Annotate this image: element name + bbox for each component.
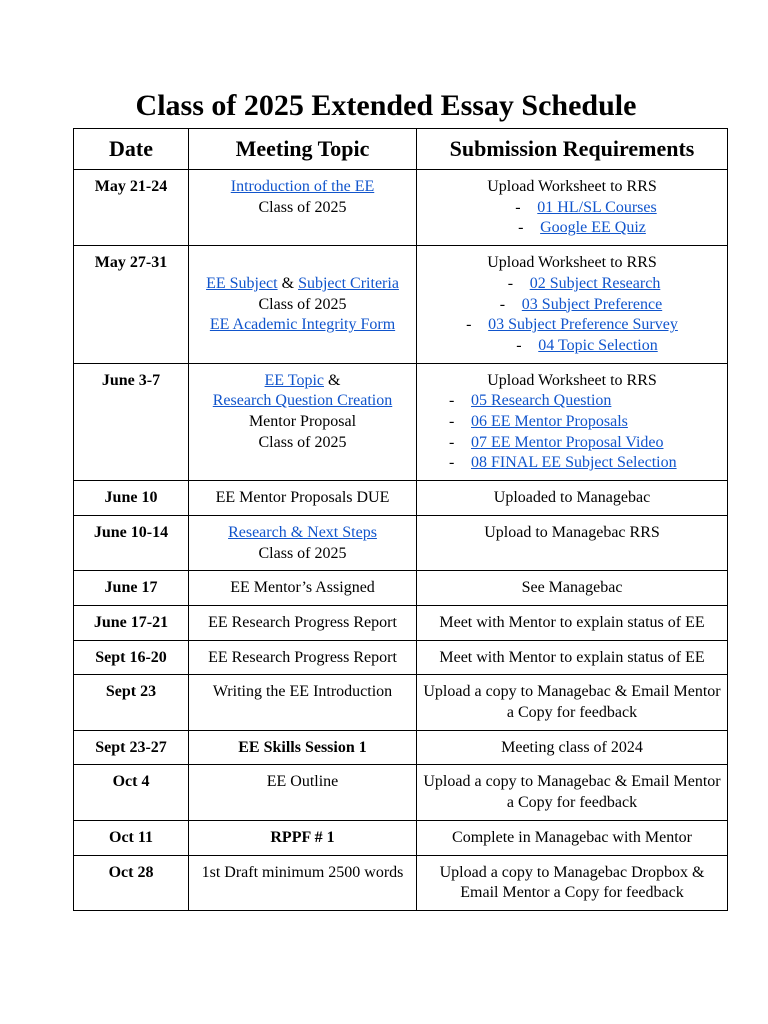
requirements-cell xyxy=(417,675,728,730)
topic-text: Class of 2025 xyxy=(258,295,347,313)
requirement-list-item xyxy=(421,198,723,219)
table-row xyxy=(74,855,728,910)
topic-link[interactable]: Introduction of the EE xyxy=(230,178,375,195)
requirements-cell xyxy=(417,605,728,640)
bullet-dash: - xyxy=(516,336,522,354)
requirements-cell xyxy=(417,730,728,765)
header-submission-requirements: Submission Requirements xyxy=(417,129,728,170)
bullet-dash: - xyxy=(507,274,514,292)
topic-line xyxy=(193,488,412,509)
date-cell: May 27-31 xyxy=(74,246,189,364)
topic-line xyxy=(193,253,412,274)
requirement-list-item xyxy=(421,336,723,357)
requirement-list-item xyxy=(421,433,723,454)
topic-cell xyxy=(189,765,417,820)
requirement-text: Meeting class of 2024 xyxy=(501,738,643,756)
date-cell: June 17-21 xyxy=(74,605,189,640)
date-cell: Sept 23-27 xyxy=(74,730,189,765)
date-cell: Sept 23 xyxy=(74,675,189,730)
table-row xyxy=(74,820,728,855)
requirement-text: Upload Worksheet to RRS xyxy=(487,371,657,389)
header-meeting-topic: Meeting Topic xyxy=(189,129,417,170)
date-cell: June 10 xyxy=(74,481,189,516)
topic-cell xyxy=(189,640,417,675)
requirement-text: Upload to Managebac RRS xyxy=(484,523,660,541)
requirements-cell xyxy=(417,515,728,570)
topic-text: & xyxy=(277,274,299,292)
topic-cell xyxy=(189,820,417,855)
topic-text: EE Research Progress Report xyxy=(208,648,397,666)
bullet-dash: - xyxy=(449,454,455,472)
topic-text: EE Research Progress Report xyxy=(208,613,397,631)
requirement-text: Complete in Managebac with Mentor xyxy=(452,828,692,846)
topic-text: 1st Draft minimum 2500 words xyxy=(201,863,404,881)
topic-text: EE Mentor’s Assigned xyxy=(230,579,375,597)
requirement-text: Upload a copy to Managebac & Email Mentor a Copy for feedback xyxy=(423,773,721,812)
requirement-link[interactable]: 06 EE Mentor Proposals xyxy=(471,413,628,431)
date-cell: May 21-24 xyxy=(74,170,189,246)
requirement-list-item xyxy=(421,295,723,316)
topic-line xyxy=(193,648,412,669)
requirement-list-item xyxy=(421,218,723,239)
requirement-link[interactable]: 03 Subject Preference Survey xyxy=(488,316,678,334)
topic-text: EE Outline xyxy=(266,773,339,791)
table-row xyxy=(74,765,728,820)
bullet-dash: - xyxy=(449,413,455,431)
topic-cell xyxy=(189,605,417,640)
topic-link[interactable]: Subject Criteria xyxy=(298,274,399,292)
topic-line xyxy=(193,682,412,703)
schedule-body xyxy=(74,170,728,911)
requirement-text: Upload Worksheet to RRS xyxy=(487,178,657,195)
requirement-list-item xyxy=(421,453,723,474)
requirement-text: Upload Worksheet to RRS xyxy=(487,254,657,272)
requirement-link[interactable]: 02 Subject Research xyxy=(529,274,661,292)
topic-line xyxy=(193,828,412,849)
topic-line xyxy=(193,391,412,412)
topic-line xyxy=(193,772,412,793)
requirement-text: Meet with Mentor to explain status of EE xyxy=(439,613,705,631)
bullet-dash: - xyxy=(466,316,472,334)
requirement-link[interactable]: 03 Subject Preference xyxy=(521,295,663,313)
bullet-dash: - xyxy=(518,219,524,237)
schedule-table xyxy=(73,128,728,911)
table-row xyxy=(74,170,728,246)
topic-line xyxy=(193,198,412,219)
requirement-link[interactable]: 01 HL/SL Courses xyxy=(537,198,657,216)
topic-text: Class of 2025 xyxy=(258,433,347,451)
bullet-dash: - xyxy=(449,433,455,451)
topic-text: Class of 2025 xyxy=(258,544,347,562)
date-cell: Oct 4 xyxy=(74,765,189,820)
table-row xyxy=(74,481,728,516)
topic-link[interactable]: EE Academic Integrity Form xyxy=(209,316,396,334)
topic-cell xyxy=(189,855,417,910)
topic-line xyxy=(193,433,412,454)
requirement-link[interactable]: 05 Research Question xyxy=(471,392,612,410)
header-date: Date xyxy=(74,129,189,170)
topic-line xyxy=(193,315,412,336)
requirements-cell xyxy=(417,820,728,855)
requirement-link[interactable]: 08 FINAL EE Subject Selection xyxy=(471,454,677,472)
topic-cell xyxy=(189,675,417,730)
topic-link[interactable]: Research Question Creation xyxy=(212,392,393,410)
requirement-link[interactable]: 07 EE Mentor Proposal Video xyxy=(471,433,664,451)
topic-cell xyxy=(189,363,417,481)
requirement-text: Upload a copy to Managebac & Email Mentor a Copy for feedback xyxy=(423,683,721,722)
requirements-cell xyxy=(417,481,728,516)
topic-text: & xyxy=(324,371,341,389)
table-row xyxy=(74,515,728,570)
table-row xyxy=(74,246,728,364)
table-row xyxy=(74,730,728,765)
table-row xyxy=(74,675,728,730)
bullet-dash: - xyxy=(515,198,521,216)
topic-text: Class of 2025 xyxy=(258,198,347,216)
bullet-dash: - xyxy=(449,392,455,410)
requirement-text: See Managebac xyxy=(521,579,623,597)
topic-line xyxy=(193,863,412,884)
date-cell: Oct 28 xyxy=(74,855,189,910)
table-row xyxy=(74,363,728,481)
topic-line xyxy=(193,177,412,198)
date-cell: Sept 16-20 xyxy=(74,640,189,675)
topic-line xyxy=(193,274,412,295)
topic-cell xyxy=(189,170,417,246)
requirement-list-item xyxy=(421,315,723,336)
topic-line xyxy=(193,523,412,544)
header-row xyxy=(74,129,728,170)
topic-cell xyxy=(189,571,417,606)
requirement-text: Upload a copy to Managebac Dropbox & Email Mentor a Copy for feedback xyxy=(439,863,705,902)
date-cell: Oct 11 xyxy=(74,820,189,855)
topic-cell xyxy=(189,515,417,570)
date-cell: June 17 xyxy=(74,571,189,606)
table-row xyxy=(74,640,728,675)
requirements-cell xyxy=(417,765,728,820)
topic-text: RPPF # 1 xyxy=(270,828,335,846)
requirement-text: Uploaded to Managebac xyxy=(493,489,651,507)
requirement-list-item xyxy=(421,274,723,295)
topic-line xyxy=(193,613,412,634)
requirement-link[interactable]: 04 Topic Selection xyxy=(538,336,658,354)
topic-line xyxy=(193,412,412,433)
topic-line xyxy=(193,544,412,565)
topic-cell xyxy=(189,730,417,765)
requirement-link[interactable]: Google EE Quiz xyxy=(540,219,646,237)
page-title: Class of 2025 Extended Essay Schedule xyxy=(135,89,637,122)
topic-text: EE Mentor Proposals DUE xyxy=(215,489,390,507)
topic-line xyxy=(193,295,412,316)
date-cell: June 10-14 xyxy=(74,515,189,570)
requirements-cell xyxy=(417,170,728,246)
requirements-cell xyxy=(417,855,728,910)
topic-line xyxy=(193,738,412,759)
requirements-cell xyxy=(417,640,728,675)
requirements-cell xyxy=(417,363,728,481)
topic-text: Writing the EE Introduction xyxy=(212,683,393,701)
requirements-cell xyxy=(417,571,728,606)
topic-cell xyxy=(189,481,417,516)
topic-text: Mentor Proposal xyxy=(248,413,357,431)
table-row xyxy=(74,571,728,606)
requirement-list-item xyxy=(421,391,723,412)
topic-line xyxy=(193,578,412,599)
topic-link[interactable]: EE Subject xyxy=(206,274,278,292)
requirements-cell xyxy=(417,246,728,364)
requirement-text: Meet with Mentor to explain status of EE xyxy=(439,648,705,666)
topic-text: EE Skills Session 1 xyxy=(238,738,367,756)
topic-link[interactable]: Research & Next Steps xyxy=(228,523,377,541)
topic-cell xyxy=(189,246,417,364)
date-cell: June 3-7 xyxy=(74,363,189,481)
bullet-dash: - xyxy=(499,295,506,313)
topic-link[interactable]: EE Topic xyxy=(264,371,324,389)
requirement-list-item xyxy=(421,412,723,433)
topic-line xyxy=(193,371,412,392)
table-row xyxy=(74,605,728,640)
